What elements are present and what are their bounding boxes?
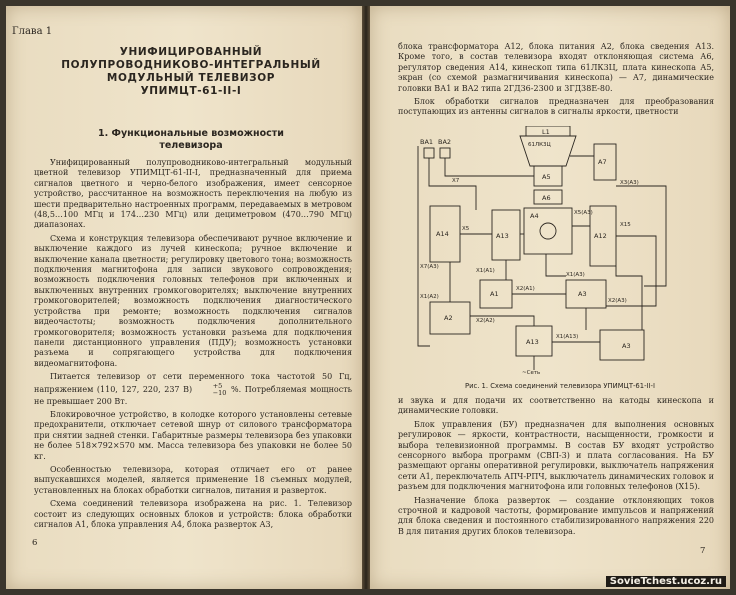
x2a2-label: X2(А2) bbox=[476, 318, 495, 324]
x1a13-label: X1(А13) bbox=[556, 334, 579, 340]
x2a3-label: X2(А3) bbox=[608, 298, 627, 304]
a5-label: A5 bbox=[542, 173, 551, 181]
section-heading bbox=[36, 128, 346, 152]
paragraph: Блокировочное устройство, в колодке которого установлены сетевые предохранители, отключает сетевой шнур от силового трансформатора при снятии задней стенки. Габаритные размеры телевизора без упаковки не более 518×792×570 мм. Масса телевизора без упаковки не более 50 кг. bbox=[34, 409, 352, 461]
title-line: УНИФИЦИРОВАННЫЙ bbox=[119, 46, 263, 58]
book-gutter bbox=[362, 6, 370, 589]
x7a3-label: X7(А3) bbox=[420, 264, 439, 270]
kinescope-bulb bbox=[520, 136, 576, 166]
a3-label: A3 bbox=[578, 290, 587, 298]
right-top-text bbox=[398, 42, 714, 121]
section-line: телевизора bbox=[159, 140, 223, 151]
right-bottom-text bbox=[398, 396, 714, 540]
kinescope-type: 61ЛК3Ц bbox=[528, 142, 551, 148]
title-line: МОДУЛЬНЫЙ ТЕЛЕВИЗОР bbox=[106, 72, 276, 84]
paragraph: и звука и для подачи их соответственно на катоды кинескопа и динамические головки. bbox=[398, 396, 714, 416]
left-body-text bbox=[34, 158, 352, 533]
paragraph: Особенностью телевизора, которая отличает его от ранее выпускавшихся моделей, является применение 18 съемных модулей, установленных на блоках обработки сигналов, питания и разверток. bbox=[34, 464, 352, 495]
paragraph-power bbox=[34, 372, 352, 407]
ba1-speaker bbox=[424, 148, 434, 158]
connection-diagram bbox=[416, 126, 686, 376]
page-number: 7 bbox=[700, 546, 706, 556]
x5-label: X5 bbox=[462, 226, 470, 232]
x1a1-label: X1(А1) bbox=[476, 268, 495, 274]
a13-label: A13 bbox=[496, 232, 509, 240]
title-line: ПОЛУПРОВОДНИКОВО-ИНТЕГРАЛЬНЫЙ bbox=[61, 59, 321, 71]
a4-label: A4 bbox=[530, 212, 539, 220]
left-page bbox=[6, 6, 362, 589]
wire bbox=[418, 146, 430, 346]
watermark: SovieTchest.ucoz.ru bbox=[606, 576, 726, 587]
paragraph: Назначение блока разверток — создание отклоняющих токов строчной и кадровой частоты, формирование импульсов и напряжений для блока сведения и постоянного стабилизированного напряжения 220 В для питания других блоков телевизора. bbox=[398, 495, 714, 536]
x1a3-label: X1(А3) bbox=[566, 272, 585, 278]
wire bbox=[445, 158, 534, 176]
a4-dial bbox=[540, 223, 556, 239]
ba1-label: ВА1 bbox=[420, 138, 434, 146]
a1-label: A1 bbox=[490, 290, 499, 298]
paragraph: Блок управления (БУ) предназначен для выполнения основных регулировок — яркости, контрастности, насыщенности, громкости и выбора телевизионной программы. В состав БУ входят устройство сенсорного выбора программ (СВП-3) и плата согласования. На БУ размещают органы оперативной регулировки, выключатель напряжения сети А1, переключатель АПЧ-РПЧ, выключатель динамических головок и разъем для подключения магнитофона или головных телефонов (Х15). bbox=[398, 419, 714, 492]
chapter-heading: Глава 1 bbox=[12, 26, 53, 37]
x3a3-label: X3(А3) bbox=[620, 180, 639, 186]
x15-label: X15 bbox=[620, 222, 631, 228]
a12-label: A12 bbox=[594, 232, 607, 240]
a3b-label: A3 bbox=[622, 342, 631, 350]
a6-label: A6 bbox=[542, 194, 551, 202]
x7-label: X7 bbox=[452, 178, 460, 184]
ba2-label: ВА2 bbox=[438, 138, 452, 146]
power-text-end: %. Потребляемая мощность не превышает 200 Вт. bbox=[34, 384, 353, 406]
tolerance-top: +5 bbox=[212, 381, 223, 390]
tolerance-bottom: −10 bbox=[212, 388, 227, 397]
wire bbox=[429, 158, 476, 210]
x2a1-label: X2(А1) bbox=[516, 286, 535, 292]
kinescope-label: L1 bbox=[542, 128, 550, 136]
paragraph: Блок обработки сигналов предназначен для преобразования поступающих из антенны сигналов в сигналы яркости, цветности bbox=[398, 97, 714, 117]
wire bbox=[606, 236, 656, 306]
a2-label: A2 bbox=[444, 314, 453, 322]
paragraph: Схема соединений телевизора изображена на рис. 1. Телевизор состоит из следующих основных блоков и устройств: блока обработки сигналов А1, блока управления А4, блока разверток А3, bbox=[34, 499, 352, 529]
power-text-start: Питается телевизор от сети переменного тока частотой 50 Гц, напряжением (110, 127, 220, 237 В) bbox=[34, 372, 352, 394]
figure-caption: Рис. 1. Схема соединений телевизора УПИМЦТ-61-II-I bbox=[464, 382, 656, 390]
voltage-tolerance bbox=[197, 383, 227, 397]
x1a2-label: X1(А2) bbox=[420, 294, 439, 300]
paragraph: Унифицированный полупроводниково-интегральный модульный цветной телевизор УПИМЦТ-61-II-I, предназначенный для приема сигналов цветного и черно-белого изображения, имеет сенсорное устройство, рассчитанное на возможность переключения на любую из шести предварительно настроенных программ, передаваемых в метровом (48,5…100 МГц и 174…230 МГц) или дециметровом (470…790 МГц) диапазонах. bbox=[34, 158, 352, 230]
a14-label: A14 bbox=[436, 230, 449, 238]
paragraph: блока трансформатора А12, блока питания А2, блока сведения А13. Кроме того, в состав телевизора входят отклоняющая система А6, регулятор сведения А14, кинескоп типа 61ЛК3Ц, плата кинескопа А5, экран (со схемой размагничивания кинескопа) — А7, динамические головки ВА1 и ВА2 типа 2ГД36-2300 и 3ГД38Е-80. bbox=[398, 42, 714, 93]
paragraph: Схема и конструкция телевизора обеспечивают ручное включение и выключение каждого из лучей кинескопа; ручное включение и выключение канала цветности; регулировку цветового тона; возможность подключения магнитофона для записи звукового сопровождения; возможность подключения головных телефонов при включенных и выключенных внутренних громкоговорителях; выключение внутренних громкоговорителей; возможность подключения диагностического устройства при ремонте; возможность подключения сигналов видеочастоты; возможность подключения дополнительного громкоговорителя; возможность установки разъема для подключения панели дистанционного управления (ПДУ); возможность установки разъема и сопрягающего устройства для подключения видеомагнитофона. bbox=[34, 233, 352, 368]
ba2-speaker bbox=[440, 148, 450, 158]
wire bbox=[546, 254, 566, 276]
mains-label: ~Сеть bbox=[522, 370, 541, 376]
x5a3-label: X5(А3) bbox=[574, 210, 593, 216]
section-line: 1. Функциональные возможности bbox=[98, 128, 284, 139]
title-line: УПИМЦТ-61-II-I bbox=[140, 85, 242, 97]
chapter-title bbox=[36, 46, 346, 98]
page-number: 6 bbox=[32, 538, 38, 548]
a7-label: A7 bbox=[598, 158, 607, 166]
a13b-label: A13 bbox=[526, 338, 539, 346]
right-page bbox=[370, 6, 730, 589]
